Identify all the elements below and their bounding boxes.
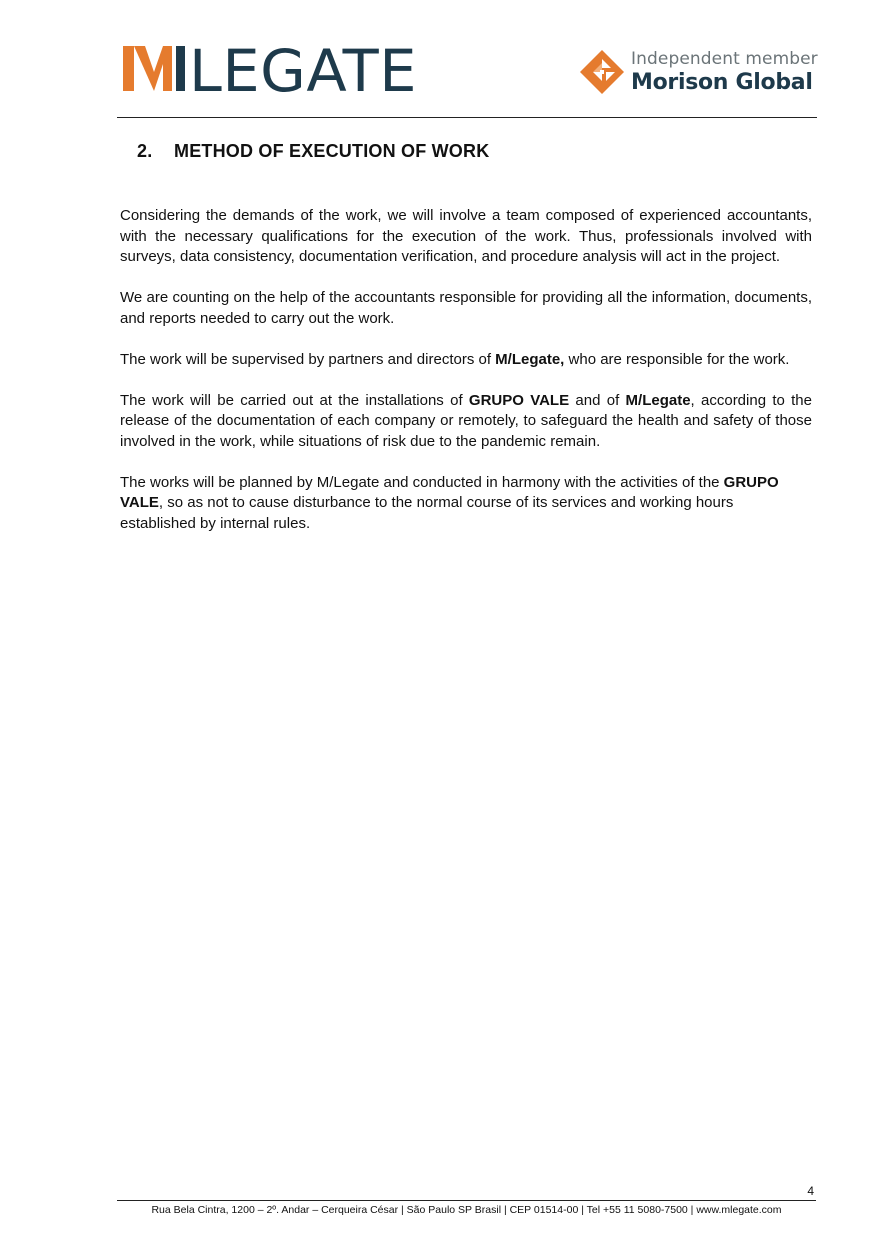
paragraph-text: , according to the release of the documentation of each company or remotely, to safeguard the health and safety of those involved in the work, while situations of risk due to the pandemic remain.: [120, 391, 812, 450]
paragraph-text: Considering the demands of the work, we will involve a team composed of experienced accountants, with the necessary qualifications for the execution of the work. Thus, professionals involved with surveys, data consistency, documentation verification, and procedure analysis will act in the project.: [120, 207, 812, 265]
paragraph-text: The works will be planned by M/Legate and conducted in harmony with the activities of the: [120, 473, 724, 491]
page-number: 4: [807, 1184, 814, 1198]
body-paragraph: [120, 391, 812, 453]
section-body: [120, 206, 812, 555]
morison-global-logo: [580, 48, 820, 100]
footer-address: Rua Bela Cintra, 1200 – 2º. Andar – Cerqueira César | São Paulo SP Brasil | CEP 01514-00 | Tel +55 11 5080-7500 | www.mlegate.com: [151, 1204, 782, 1216]
logo-company-name: Morison Global: [631, 70, 813, 95]
body-paragraph: [120, 473, 812, 535]
paragraph-text: We are counting on the help of the accountants responsible for providing all the information, documents, and reports needed to carry out the work.: [120, 289, 812, 327]
section-heading: [137, 141, 489, 162]
emphasis-text: GRUPO VALE: [468, 391, 570, 409]
section-title: METHOD OF EXECUTION OF WORK: [174, 141, 490, 161]
paragraph-text: The work will be carried out at the installations of: [120, 391, 469, 409]
body-paragraph: [120, 206, 812, 268]
svg-text:LEGATE: LEGATE: [189, 42, 417, 96]
paragraph-text: , so as not to cause disturbance to the normal course of its services and working hours established by internal rules.: [120, 494, 734, 532]
paragraph-text: and of: [569, 391, 626, 409]
mlegate-logo: [123, 42, 423, 96]
header-divider: [117, 117, 817, 118]
emphasis-text: M/Legate: [625, 391, 691, 409]
logo-tagline: Independent member: [631, 49, 818, 69]
body-paragraph: [120, 350, 812, 371]
morison-global-mark-icon: [580, 50, 624, 94]
emphasis-text: GRUPO VALE: [120, 473, 779, 511]
emphasis-text: M/Legate,: [495, 350, 565, 368]
paragraph-text: The work will be supervised by partners and directors of: [120, 350, 496, 368]
body-paragraph: [120, 288, 812, 329]
paragraph-text: who are responsible for the work.: [564, 350, 790, 368]
footer-divider: [117, 1200, 816, 1201]
section-number: 2.: [137, 141, 153, 161]
